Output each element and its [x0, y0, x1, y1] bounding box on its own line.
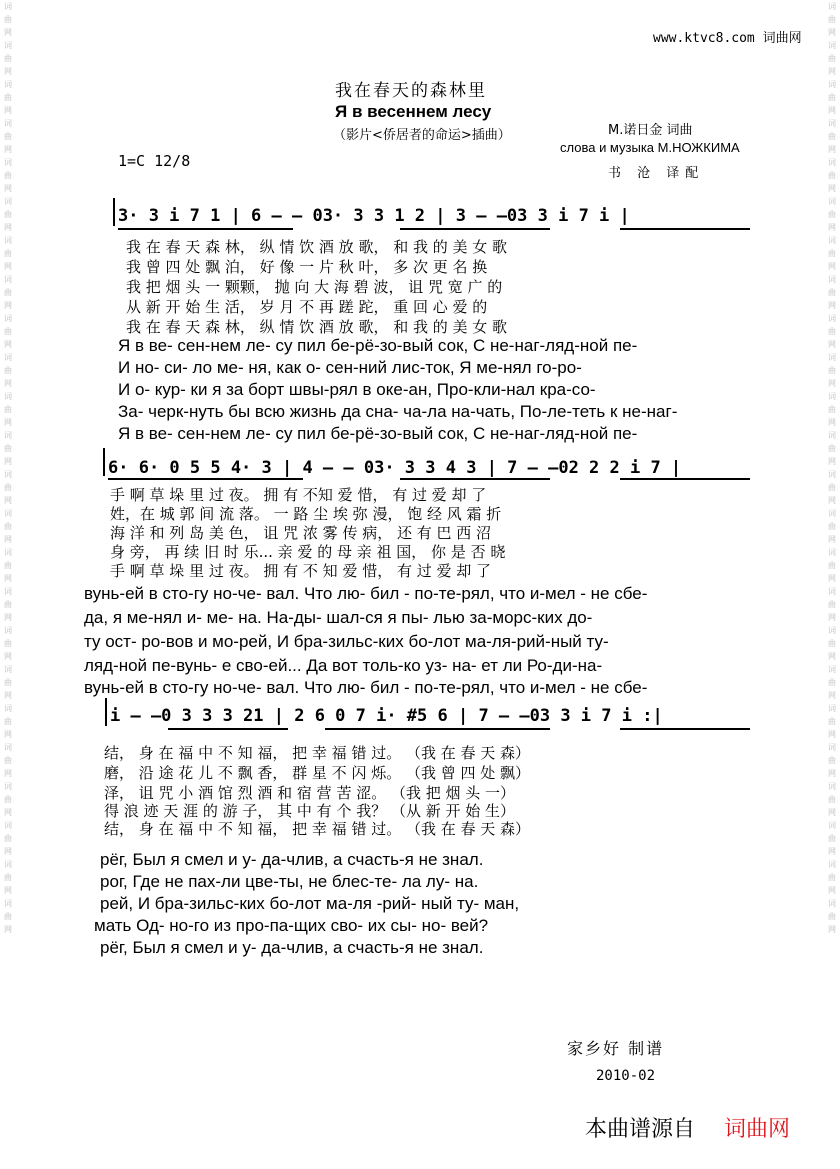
beam-1a	[118, 228, 293, 230]
lyric-cn-1-5: 我 在 春 天 森 林， 纵 情 饮 酒 放 歌， 和 我 的 美 女 歌	[126, 318, 508, 336]
source-site-link[interactable]: 词曲网	[724, 1117, 791, 1142]
start-barline-1	[113, 198, 115, 226]
lyric-ru-1-1: Я в ве- сен-нем ле- су пил бе-рё-зо-вый сок, С не-наг-ляд-ной пе-	[118, 336, 638, 355]
lyric-cn-2-5: 手 啊 草 垛 里 过 夜。 拥 有 不 知 爱 惜， 有 过 爱 却 了	[110, 562, 492, 580]
lyric-cn-3-3: 泽， 诅 咒 小 酒 馆 烈 酒 和 宿 营 苦 涩。 （我 把 烟 头 一）	[104, 784, 516, 802]
lyric-ru-3-2: рог, Где не пах-ли цве-ты, не блес-те- ла лу- на.	[100, 872, 479, 891]
beam-2c	[620, 478, 750, 480]
start-barline-2	[103, 448, 105, 476]
side-watermark-left: 词曲网词曲网词曲网词曲网词曲网词曲网词曲网词曲网词曲网词曲网词曲网词曲网词曲网词曲网词曲网词曲网词曲网词曲网词曲网词曲网词曲网词曲网词曲网词曲网	[4, 2, 12, 934]
lyric-ru-3-3: рей, И бра-зильс-ких бо-лот ма-ля -рий- ный ту- ман,	[100, 894, 520, 913]
lyric-cn-1-4: 从 新 开 始 生 活， 岁 月 不 再 蹉 跎， 重 回 心 爱 的	[126, 298, 488, 316]
lyric-cn-3-4: 得 浪 迹 天 涯 的 游 子， 其 中 有 个 我？ （从 新 开 始 生）	[104, 802, 516, 820]
lyric-ru-2-1: вунь-ей в сто-гу но-че- вал. Что лю- бил - по-те-рял, что и-мел - не сбе-	[84, 584, 648, 603]
lyric-cn-2-3: 海 洋 和 列 岛 美 色， 诅 咒 浓 雾 传 病， 还 有 巴 西 沼	[110, 524, 492, 542]
lyric-ru-2-4: ляд-ной пе-вунь- е сво-ей... Да вот толь-ко уз- на- ет ли Ро-ди-на-	[84, 656, 603, 675]
lyric-ru-1-3: И о- кур- ки я за борт швы-рял в оке-ан, Про-кли-нал кра-со-	[118, 380, 596, 399]
beam-3a	[168, 728, 288, 730]
lyric-cn-3-2: 磨， 沿 途 花 儿 不 飘 香， 群 星 不 闪 烁。 （我 曾 四 处 飘）	[104, 764, 531, 782]
lyric-cn-2-2: 姓，在 城 郭 间 流 落。 一 路 尘 埃 弥 漫， 饱 经 风 霜 折	[110, 505, 502, 523]
lyric-ru-1-5: Я в ве- сен-нем ле- су пил бе-рё-зо-вый сок, С не-наг-ляд-ной пе-	[118, 424, 638, 443]
lyric-ru-1-2: И но- си- ло ме- ня, как о- сен-ний лис-ток, Я ме-нял го-ро-	[118, 358, 582, 377]
beam-3b	[325, 728, 550, 730]
notation-line-2: 6· 6· 0 5 5 4· 3 | 4 – – 03· 3 3 4 3 | 7 – –02 2 2 i 7 |	[108, 458, 682, 478]
lyric-cn-2-1: 手 啊 草 垛 里 过 夜。 拥 有 不知 爱 惜， 有 过 爱 却 了	[110, 486, 487, 504]
score-date: 2010-02	[596, 1068, 656, 1084]
lyric-cn-2-4: 身 旁， 再 续 旧 时 乐... 亲 爱 的 母 亲 祖 国， 你 是 否 晓	[110, 543, 506, 561]
site-watermark: www.ktvc8.com 词曲网	[653, 31, 802, 46]
side-watermark-right: 词曲网词曲网词曲网词曲网词曲网词曲网词曲网词曲网词曲网词曲网词曲网词曲网词曲网词曲网词曲网词曲网词曲网词曲网词曲网词曲网词曲网词曲网词曲网词曲网	[828, 2, 836, 934]
lyric-cn-1-1: 我 在 春 天 森 林， 纵 情 饮 酒 放 歌， 和 我 的 美 女 歌	[126, 238, 508, 256]
beam-1b	[400, 228, 550, 230]
beam-3c	[620, 728, 750, 730]
song-title-russian: Я в весеннем лесу	[335, 102, 492, 121]
lyric-ru-3-4: мать Од- но-го из про-па-щих сво- их сы- но- вей?	[94, 916, 489, 935]
lyric-cn-1-3: 我 把 烟 头 一 颗颗， 抛 向 大 海 碧 波， 诅 咒 宽 广 的	[126, 278, 503, 296]
lyric-ru-1-4: За- черк-нуть бы всю жизнь да сна- ча-ла на-чать, По-ле-теть к не-наг-	[118, 402, 678, 421]
key-time-signature: 1=C 12/8	[118, 152, 191, 170]
lyric-cn-1-2: 我 曾 四 处 飘 泊， 好 像 一 片 秋 叶， 多 次 更 名 换	[126, 258, 488, 276]
notation-line-3: i – –0 3 3 3 21 | 2 6 0 7 i· #5 6 | 7 – –03 3 i 7 i :|	[110, 706, 663, 726]
source-prefix: 本曲谱源自	[585, 1117, 696, 1142]
beam-1c	[620, 228, 750, 230]
beam-2a	[108, 478, 303, 480]
song-title-chinese: 我在春天的森林里	[335, 81, 487, 101]
lyric-cn-3-1: 结， 身 在 福 中 不 知 福， 把 幸 福 错 过。 （我 在 春 天 森）	[104, 744, 531, 762]
lyric-ru-2-2: да, я ме-нял и- ме- на. На-ды- шал-ся я пы- лью за-морс-ких до-	[84, 608, 593, 627]
notation-line-1: 3· 3 i 7 1 | 6 – – 03· 3 3 1 2 | 3 – –03 3 i 7 i |	[118, 206, 630, 226]
score-maker: 家乡好 制谱	[567, 1039, 665, 1058]
lyric-ru-2-5: вунь-ей в сто-гу но-че- вал. Что лю- бил - по-те-рял, что и-мел - не сбе-	[84, 678, 648, 697]
lyric-ru-3-5: рёг, Был я смел и у- да-члив, а счасть-я не знал.	[100, 938, 484, 957]
start-barline-3	[105, 698, 107, 726]
music-credit-russian: слова и музыка М.НОЖКИМА	[560, 140, 740, 155]
lyricist-credit: M.诺日金 词曲	[608, 123, 693, 138]
lyric-ru-3-1: рёг, Был я смел и у- да-члив, а счасть-я не знал.	[100, 850, 484, 869]
lyric-ru-2-3: ту ост- ро-вов и мо-рей, И бра-зильс-ких бо-лот ма-ля-рий-ный ту-	[84, 632, 609, 651]
translator-credit: 书 沧 译配	[608, 166, 705, 181]
song-subtitle: （影片<侨居者的命运>插曲）	[333, 128, 511, 143]
lyric-cn-3-5: 结， 身 在 福 中 不 知 福， 把 幸 福 错 过。 （我 在 春 天 森）	[104, 820, 531, 838]
beam-2b	[400, 478, 550, 480]
